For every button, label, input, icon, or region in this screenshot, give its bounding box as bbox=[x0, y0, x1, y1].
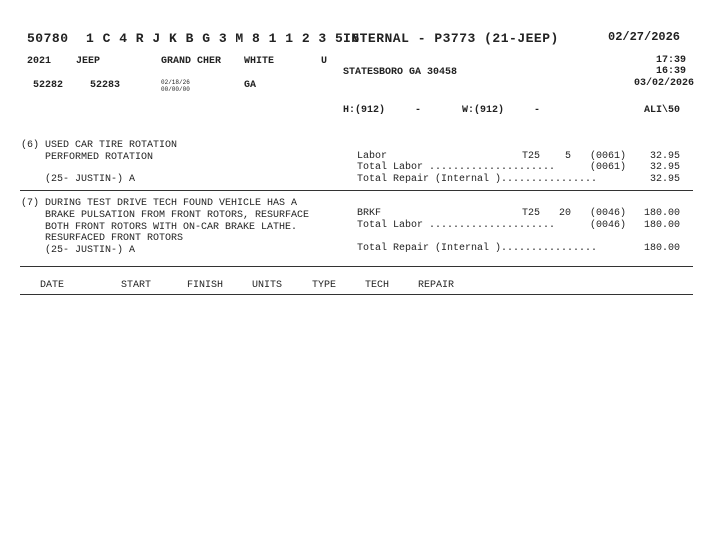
line-description: BOTH FRONT ROTORS WITH ON-CAR BRAKE LATHE. bbox=[21, 222, 298, 233]
tech-code: T25 bbox=[522, 208, 541, 219]
op-code: (0046) bbox=[590, 208, 627, 219]
col-repair: REPAIR bbox=[418, 280, 455, 291]
line-description: (25- JUSTIN-) A bbox=[21, 174, 136, 185]
total-labor-label: Total Labor ..................... bbox=[357, 220, 556, 231]
col-tech: TECH bbox=[365, 280, 390, 291]
total-repair-amount: 180.00 bbox=[643, 243, 680, 254]
line-description: PERFORMED ROTATION bbox=[21, 152, 154, 163]
vehicle-code: U bbox=[321, 56, 328, 67]
state: GA bbox=[244, 80, 257, 91]
units: 20 bbox=[558, 208, 571, 219]
total-labor-amount: 32.95 bbox=[649, 162, 680, 173]
home-phone: H:(912) - bbox=[343, 105, 422, 116]
work-phone: W:(912) - bbox=[462, 105, 541, 116]
time-2: 16:39 bbox=[655, 66, 686, 77]
line-description: BRAKE PULSATION FROM FRONT ROTORS, RESURFACE bbox=[21, 210, 310, 221]
vin: 1 C 4 R J K B G 3 M 8 1 1 2 3 5 6 bbox=[86, 31, 360, 46]
divider bbox=[20, 294, 693, 295]
small-date-1: 02/18/26 bbox=[161, 79, 190, 86]
units: 5 bbox=[564, 151, 571, 162]
header-date: 02/27/2026 bbox=[608, 30, 681, 44]
total-repair-label: Total Repair (Internal )................ bbox=[357, 243, 598, 254]
vehicle-year: 2021 bbox=[27, 56, 52, 67]
num-2: 52283 bbox=[90, 80, 121, 91]
total-repair-label: Total Repair (Internal )................ bbox=[357, 174, 598, 185]
divider bbox=[20, 266, 693, 267]
tech-code: T25 bbox=[522, 151, 541, 162]
total-labor-code: (0046) bbox=[590, 220, 627, 231]
op-code: (0061) bbox=[590, 151, 627, 162]
total-repair-amount: 32.95 bbox=[649, 174, 680, 185]
line-description: (6) USED CAR TIRE ROTATION bbox=[21, 140, 178, 151]
col-type: TYPE bbox=[312, 280, 337, 291]
op-label: Labor bbox=[357, 151, 388, 162]
divider bbox=[20, 190, 693, 191]
time-1: 17:39 bbox=[655, 55, 686, 66]
line-description: (7) DURING TEST DRIVE TECH FOUND VEHICLE HAS A bbox=[21, 198, 298, 209]
total-labor-code: (0061) bbox=[590, 162, 627, 173]
document-title: INTERNAL - P3773 (21-JEEP) bbox=[343, 31, 559, 46]
col-finish: FINISH bbox=[187, 280, 224, 291]
op-label: BRKF bbox=[357, 208, 382, 219]
vehicle-make: JEEP bbox=[76, 56, 101, 67]
ro-number: 50780 bbox=[27, 31, 69, 46]
col-start: START bbox=[121, 280, 152, 291]
col-date: DATE bbox=[40, 280, 65, 291]
amount: 32.95 bbox=[649, 151, 680, 162]
line-description: (25- JUSTIN-) A bbox=[21, 245, 136, 256]
col-units: UNITS bbox=[252, 280, 283, 291]
amount: 180.00 bbox=[643, 208, 680, 219]
total-labor-amount: 180.00 bbox=[643, 220, 680, 231]
vehicle-model: GRAND CHER bbox=[161, 56, 222, 67]
num-1: 52282 bbox=[33, 80, 64, 91]
total-labor-label: Total Labor ..................... bbox=[357, 162, 556, 173]
vehicle-color: WHITE bbox=[244, 56, 275, 67]
small-date-2: 00/00/00 bbox=[161, 86, 190, 93]
line-description: RESURFACED FRONT ROTORS bbox=[21, 233, 184, 244]
date-2: 03/02/2026 bbox=[633, 78, 694, 89]
advisor: ALI\50 bbox=[643, 105, 680, 116]
address: STATESBORO GA 30458 bbox=[343, 67, 458, 78]
